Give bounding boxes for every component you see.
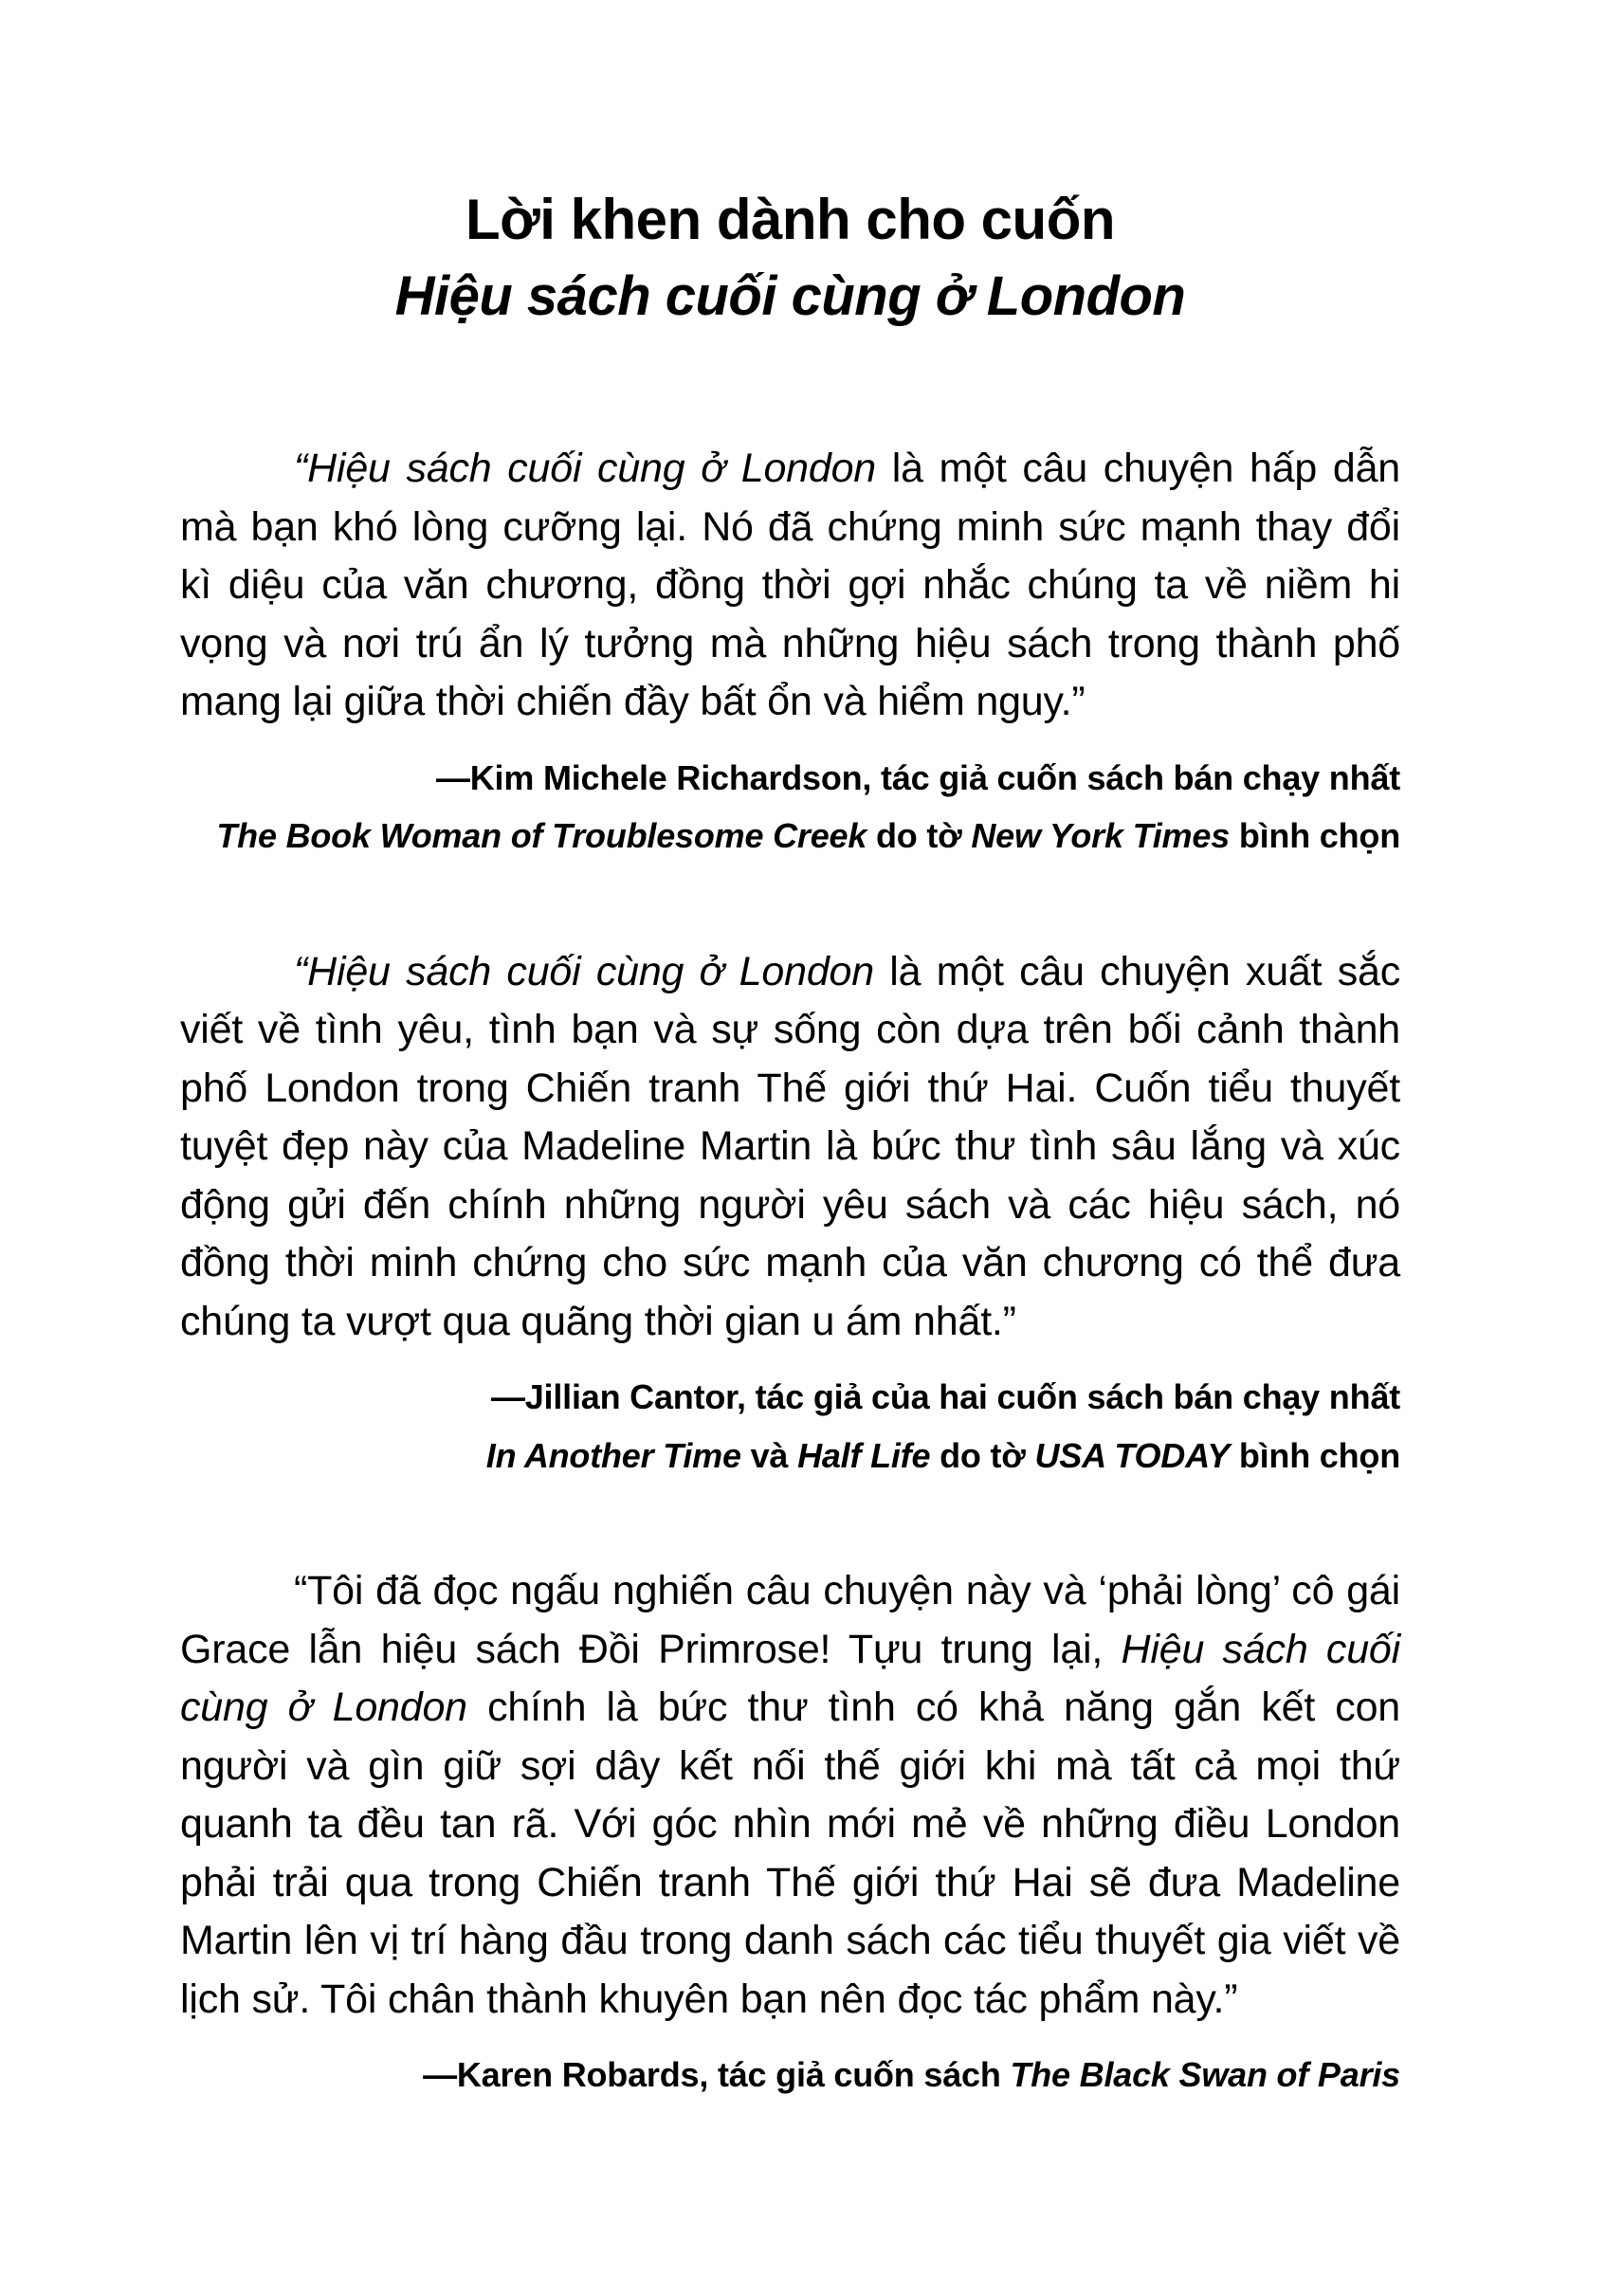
review-attribution: —Jillian Cantor, tác giả của hai cuốn sách bán chạy nhất In Another Time và Half Life do tờ USA TODAY bình chọn (485, 1377, 1400, 1475)
review-attribution: —Kim Michele Richardson, tác giả cuốn sách bán chạy nhất The Book Woman of Troublesome Creek do tờ New York Times bình chọn (216, 757, 1400, 856)
review-quote: “Tôi đã đọc ngấu nghiến câu chuyện này và ‘phải lòng’ cô gái Grace lẫn hiệu sách Đồi Primrose! Tựu trung lại, Hiệu sách cuối cùng ở London chính là bức thư tình có khả năng gắn kết con người và gìn giữ sợi dây kết nối thế giới khi mà tất cả mọi thứ quanh ta đều tan rã. Với góc nhìn mới mẻ về những điều London phải trải qua trong Chiến tranh Thế giới thứ Hai sẽ đưa Madeline Martin lên vị trí hàng đầu trong danh sách các tiểu thuyết gia viết về lịch sử. Tôi chân thành khuyên bạn nên đọc tác phẩm này.” (180, 1568, 1401, 2022)
review-block-1 (180, 440, 1400, 865)
review-quote: “Hiệu sách cuối cùng ở London là một câu chuyện xuất sắc viết về tình yêu, tình bạn và sự sống còn dựa trên bối cảnh thành phố London trong Chiến tranh Thế giới thứ Hai. Cuốn tiểu thuyết tuyệt đẹp này của Madeline Martin là bức thư tình sâu lắng và xúc động gửi đến chính những người yêu sách và các hiệu sách, nó đồng thời minh chứng cho sức mạnh của văn chương có thể đưa chúng ta vượt qua quãng thời gian u ám nhất.” (180, 948, 1401, 1344)
praise-heading: Lời khen dành cho cuốn (465, 188, 1115, 251)
review-attribution: —Karen Robards, tác giả cuốn sách The Black Swan of Paris (423, 2055, 1400, 2095)
review-block-3 (180, 1562, 1400, 2104)
book-title-heading: Hiệu sách cuối cùng ở London (394, 265, 1186, 328)
review-quote: “Hiệu sách cuối cùng ở London là một câu chuyện hấp dẫn mà bạn khó lòng cưỡng lại. Nó đã chứng minh sức mạnh thay đổi kì diệu của văn chương, đồng thời gợi nhắc chúng ta về niềm hi vọng và nơi trú ẩn lý tưởng mà những hiệu sách trong thành phố mang lại giữa thời chiến đầy bất ổn và hiểm nguy.” (180, 446, 1401, 725)
review-block-2 (180, 943, 1400, 1485)
